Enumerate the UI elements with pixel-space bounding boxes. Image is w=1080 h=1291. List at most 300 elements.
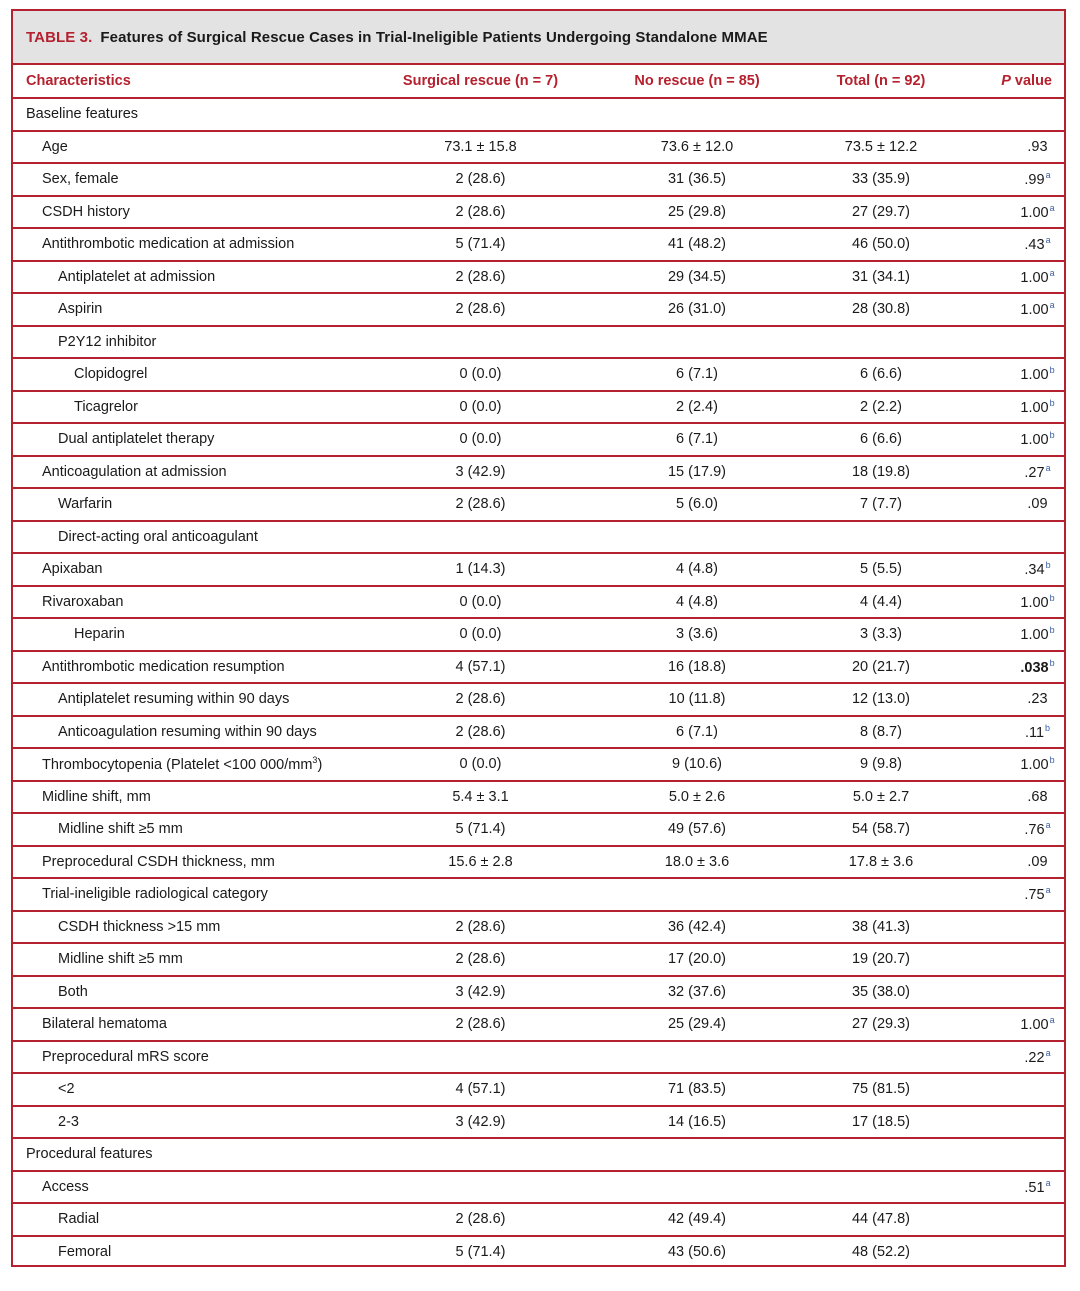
cell-p-value: [961, 618, 1064, 651]
row-label: [13, 293, 368, 326]
cell-total: [801, 878, 961, 911]
table-row: [13, 813, 1064, 846]
cell-surgical-rescue: 2 (28.6): [368, 1008, 593, 1041]
cell-surgical-rescue: 3 (42.9): [368, 456, 593, 489]
cell-total: 31 (34.1): [801, 261, 961, 294]
cell-total: 18 (19.8): [801, 456, 961, 489]
row-label-text: P2Y12 inhibitor: [58, 333, 157, 350]
cell-total: 2 (2.2): [801, 391, 961, 424]
cell-no-rescue: 29 (34.5): [593, 261, 801, 294]
table-caption: [13, 11, 1064, 65]
cell-no-rescue: 2 (2.4): [593, 391, 801, 424]
cell-no-rescue: [593, 1171, 801, 1204]
table-row: [13, 293, 1064, 326]
unit-superscript: 3: [312, 755, 318, 766]
cell-surgical-rescue: 0 (0.0): [368, 586, 593, 619]
row-label: [13, 488, 368, 521]
row-label-text: Femoral: [58, 1243, 112, 1260]
row-label-text: Baseline features: [26, 106, 139, 123]
header-p-value: [961, 65, 1064, 98]
row-label-text: <2: [58, 1081, 75, 1098]
table-row: [13, 521, 1064, 554]
header-row: [13, 65, 1064, 98]
cell-total: 7 (7.7): [801, 488, 961, 521]
row-label-text: Warfarin: [58, 496, 113, 513]
row-label-text: Antithrombotic medication at admission: [42, 236, 295, 253]
cell-surgical-rescue: 3 (42.9): [368, 1106, 593, 1139]
cell-p-value: [961, 748, 1064, 781]
row-label: [13, 813, 368, 846]
p-value-text: .038: [1020, 659, 1049, 676]
row-label: [13, 521, 368, 554]
p-value-text: .09: [1027, 496, 1048, 513]
cell-total: [801, 1138, 961, 1171]
row-label: [13, 456, 368, 489]
table-row: [13, 456, 1064, 489]
p-value-text: 1.00: [1020, 302, 1049, 319]
p-value-text: .34: [1024, 562, 1045, 579]
cell-surgical-rescue: 1 (14.3): [368, 553, 593, 586]
cell-p-value: [961, 943, 1064, 976]
cell-surgical-rescue: 3 (42.9): [368, 976, 593, 1009]
cell-no-rescue: 26 (31.0): [593, 293, 801, 326]
table-row: [13, 651, 1064, 684]
table-row: [13, 1106, 1064, 1139]
cell-no-rescue: 9 (10.6): [593, 748, 801, 781]
row-label: [13, 1041, 368, 1074]
cell-p-value: [961, 358, 1064, 391]
cell-total: 46 (50.0): [801, 228, 961, 261]
footnote-marker: b: [1049, 755, 1055, 766]
cell-no-rescue: 5.0 ± 2.6: [593, 781, 801, 814]
table-row: [13, 1041, 1064, 1074]
cell-no-rescue: 41 (48.2): [593, 228, 801, 261]
table-row: [13, 1203, 1064, 1236]
row-label-text: Sex, female: [42, 171, 119, 188]
cell-no-rescue: 3 (3.6): [593, 618, 801, 651]
cell-no-rescue: 43 (50.6): [667, 1243, 727, 1260]
table-title: Features of Surgical Rescue Cases in Trial-Ineligible Patients Undergoing Standalone MMAE: [100, 28, 768, 46]
cell-total: [801, 521, 961, 554]
cell-total: 27 (29.3): [801, 1008, 961, 1041]
cell-no-rescue: [593, 878, 801, 911]
cell-p-value: [961, 293, 1064, 326]
table-row: [13, 846, 1064, 879]
p-value-text: 1.00: [1020, 204, 1049, 221]
cell-surgical-rescue: 4 (57.1): [368, 651, 593, 684]
row-label: [13, 911, 368, 944]
cell-no-rescue: 36 (42.4): [593, 911, 801, 944]
row-label: [13, 748, 368, 781]
cell-total: 9 (9.8): [801, 748, 961, 781]
cell-total: 17 (18.5): [801, 1106, 961, 1139]
cell-surgical-rescue: 0 (0.0): [368, 391, 593, 424]
table-row: [13, 423, 1064, 456]
cell-surgical-rescue: 0 (0.0): [368, 423, 593, 456]
cell-surgical-rescue: [368, 521, 593, 554]
footnote-marker: b: [1049, 397, 1055, 408]
cell-p-value: [961, 196, 1064, 229]
p-value-text: .75: [1024, 887, 1045, 904]
cell-surgical-rescue: 5 (71.4): [455, 1243, 506, 1260]
cell-p-value: [961, 781, 1064, 814]
row-label: [13, 781, 368, 814]
table-row: [13, 683, 1064, 716]
cell-surgical-rescue: [368, 878, 593, 911]
table-row: [13, 618, 1064, 651]
footnote-marker: a: [1049, 1015, 1055, 1026]
row-label-text: Bilateral hematoma: [42, 1016, 167, 1033]
row-label: [13, 261, 368, 294]
cell-no-rescue: 32 (37.6): [593, 976, 801, 1009]
table-row: [13, 781, 1064, 814]
cell-no-rescue: 17 (20.0): [593, 943, 801, 976]
row-label: [13, 716, 368, 749]
row-label: [13, 943, 368, 976]
table-row: [13, 716, 1064, 749]
cell-no-rescue: 16 (18.8): [593, 651, 801, 684]
row-label-text: Trial-ineligible radiological category: [42, 886, 268, 903]
header-no-rescue: No rescue (n = 85): [593, 65, 801, 98]
row-label: [13, 423, 368, 456]
cell-p-value: [961, 1041, 1064, 1074]
cell-total: 75 (81.5): [801, 1073, 961, 1106]
cell-p-value: [961, 163, 1064, 196]
row-label-text: Preprocedural mRS score: [42, 1048, 209, 1065]
row-label-text: Age: [42, 138, 68, 155]
row-label-text: Midline shift ≥5 mm: [58, 821, 183, 838]
header-p-letter: P: [1001, 73, 1011, 89]
cell-surgical-rescue: 15.6 ± 2.8: [368, 846, 593, 879]
table-number: TABLE 3.: [26, 28, 93, 46]
cell-total: 38 (41.3): [801, 911, 961, 944]
cell-total: 4 (4.4): [801, 586, 961, 619]
row-label-text: Antithrombotic medication resumption: [42, 658, 285, 675]
cell-no-rescue: 6 (7.1): [593, 716, 801, 749]
cell-no-rescue: 18.0 ± 3.6: [593, 846, 801, 879]
cell-total: 12 (13.0): [801, 683, 961, 716]
p-value-text: 1.00: [1020, 367, 1049, 384]
row-label-text: Direct-acting oral anticoagulant: [58, 528, 258, 545]
footnote-marker: b: [1049, 365, 1055, 376]
footnote-marker: b: [1045, 722, 1051, 733]
p-value-text: .99: [1024, 172, 1045, 189]
cell-no-rescue: [593, 1138, 801, 1171]
cell-p-value: [961, 423, 1064, 456]
cell-p-value: [961, 1106, 1064, 1139]
cell-no-rescue: 5 (6.0): [593, 488, 801, 521]
cell-p-value: [961, 1138, 1064, 1171]
cell-no-rescue: 15 (17.9): [593, 456, 801, 489]
section-row: [13, 98, 1064, 131]
cell-p-value: [961, 553, 1064, 586]
cell-p-value: [961, 911, 1064, 944]
p-value-text: .43: [1024, 237, 1045, 254]
footnote-marker: a: [1049, 202, 1055, 213]
cell-p-value: [961, 813, 1064, 846]
cell-p-value: [961, 131, 1064, 164]
cell-surgical-rescue: 0 (0.0): [368, 358, 593, 391]
cell-total: 5.0 ± 2.7: [801, 781, 961, 814]
row-label: [13, 683, 368, 716]
p-value-text: 1.00: [1020, 757, 1049, 774]
row-label: [13, 618, 368, 651]
cell-p-value: [961, 261, 1064, 294]
cell-surgical-rescue: 0 (0.0): [368, 618, 593, 651]
cell-p-value: [961, 1008, 1064, 1041]
row-label: [13, 1171, 368, 1204]
cell-total: 54 (58.7): [801, 813, 961, 846]
cell-surgical-rescue: 2 (28.6): [368, 683, 593, 716]
cell-no-rescue: 6 (7.1): [593, 423, 801, 456]
row-label-text: Heparin: [74, 626, 125, 643]
cell-surgical-rescue: 2 (28.6): [368, 163, 593, 196]
row-label: [13, 846, 368, 879]
footnote-marker: b: [1049, 657, 1055, 668]
row-label: [13, 1106, 368, 1139]
cell-no-rescue: 14 (16.5): [593, 1106, 801, 1139]
footnote-marker: a: [1049, 300, 1055, 311]
row-label-text: Ticagrelor: [74, 398, 138, 415]
cell-no-rescue: [593, 1041, 801, 1074]
cell-p-value: [961, 488, 1064, 521]
header-total: Total (n = 92): [801, 65, 961, 98]
cell-no-rescue: 42 (49.4): [593, 1203, 801, 1236]
cell-surgical-rescue: 5.4 ± 3.1: [368, 781, 593, 814]
cell-no-rescue: 25 (29.8): [593, 196, 801, 229]
cell-total: 8 (8.7): [801, 716, 961, 749]
cell-total: [801, 1171, 961, 1204]
cell-no-rescue: 4 (4.8): [593, 586, 801, 619]
p-value-text: 1.00: [1020, 269, 1049, 286]
cell-p-value: [961, 878, 1064, 911]
footnote-marker: a: [1045, 462, 1051, 473]
header-characteristics: Characteristics: [13, 65, 368, 98]
cell-total: 17.8 ± 3.6: [801, 846, 961, 879]
cell-p-value: [961, 228, 1064, 261]
table-row: [13, 228, 1064, 261]
cell-surgical-rescue: 73.1 ± 15.8: [368, 131, 593, 164]
cell-p-value: [961, 391, 1064, 424]
p-value-text: .68: [1027, 788, 1048, 805]
cell-total: 6 (6.6): [801, 423, 961, 456]
row-label-text: Apixaban: [42, 561, 103, 578]
table-row: [13, 326, 1064, 359]
footnote-marker: b: [1049, 430, 1055, 441]
cell-no-rescue: 25 (29.4): [593, 1008, 801, 1041]
table-row: [13, 748, 1064, 781]
cell-total: 3 (3.3): [801, 618, 961, 651]
row-label: [13, 131, 368, 164]
cell-surgical-rescue: 5 (71.4): [368, 228, 593, 261]
row-label-text: Rivaroxaban: [42, 593, 124, 610]
cell-total: 44 (47.8): [801, 1203, 961, 1236]
cell-surgical-rescue: 0 (0.0): [368, 748, 593, 781]
cell-no-rescue: 6 (7.1): [593, 358, 801, 391]
cell-p-value: [961, 456, 1064, 489]
cell-surgical-rescue: [368, 1041, 593, 1074]
cell-p-value: [961, 1171, 1064, 1204]
cell-total: 48 (52.2): [851, 1243, 911, 1260]
cell-surgical-rescue: 2 (28.6): [368, 716, 593, 749]
row-label: [13, 1008, 368, 1041]
table-row: [13, 358, 1064, 391]
cell-no-rescue: [593, 326, 801, 359]
row-label-text: Aspirin: [58, 301, 103, 318]
table-row: [13, 391, 1064, 424]
cell-p-value: [961, 1203, 1064, 1236]
row-label-text: Midline shift, mm: [42, 788, 151, 805]
cell-no-rescue: [593, 98, 801, 131]
row-label: [13, 358, 368, 391]
p-value-text: 1.00: [1020, 627, 1049, 644]
footnote-marker: b: [1049, 625, 1055, 636]
cell-p-value: [961, 846, 1064, 879]
p-value-text: 1.00: [1020, 594, 1049, 611]
cell-total: 33 (35.9): [801, 163, 961, 196]
section-row: [13, 1138, 1064, 1171]
cell-total: 5 (5.5): [801, 553, 961, 586]
row-label-tail: ): [317, 757, 323, 774]
table-row: [13, 1236, 1064, 1268]
row-label: [13, 163, 368, 196]
cell-surgical-rescue: [368, 98, 593, 131]
p-value-text: .11: [1024, 724, 1045, 741]
cell-surgical-rescue: 2 (28.6): [368, 1203, 593, 1236]
section-label: [13, 98, 368, 131]
row-label-text: Anticoagulation resuming within 90 days: [58, 723, 317, 740]
row-label: [13, 586, 368, 619]
footnote-marker: a: [1045, 170, 1051, 181]
cell-surgical-rescue: 2 (28.6): [368, 293, 593, 326]
row-label: [13, 976, 368, 1009]
row-label: [13, 553, 368, 586]
table-row: [13, 163, 1064, 196]
cell-surgical-rescue: 4 (57.1): [368, 1073, 593, 1106]
cell-total: [801, 98, 961, 131]
row-label-text: Procedural features: [26, 1146, 153, 1163]
footnote-marker: a: [1045, 885, 1051, 896]
row-label: [13, 1236, 368, 1268]
cell-no-rescue: 4 (4.8): [593, 553, 801, 586]
cell-no-rescue: 31 (36.5): [593, 163, 801, 196]
cell-p-value: [961, 683, 1064, 716]
p-value-text: .23: [1027, 691, 1048, 708]
cell-p-value: [961, 1073, 1064, 1106]
row-label: [13, 228, 368, 261]
cell-surgical-rescue: 2 (28.6): [368, 943, 593, 976]
p-value-text: .76: [1024, 822, 1045, 839]
footnote-marker: a: [1045, 1177, 1051, 1188]
cell-p-value: [961, 326, 1064, 359]
table-row: [13, 196, 1064, 229]
p-value-text: 1.00: [1020, 432, 1049, 449]
row-label-text: Radial: [58, 1211, 100, 1228]
table-header: [13, 65, 1064, 98]
cell-p-value: [961, 716, 1064, 749]
cell-total: 6 (6.6): [801, 358, 961, 391]
cell-p-value: [961, 651, 1064, 684]
footnote-marker: a: [1049, 267, 1055, 278]
cell-surgical-rescue: 2 (28.6): [368, 911, 593, 944]
cell-p-value: [961, 521, 1064, 554]
cell-surgical-rescue: [368, 326, 593, 359]
cell-no-rescue: 71 (83.5): [593, 1073, 801, 1106]
row-label-text: Antiplatelet at admission: [58, 268, 216, 285]
row-label-text: Anticoagulation at admission: [42, 463, 227, 480]
row-label: [13, 391, 368, 424]
row-label-text: Thrombocytopenia (Platelet <100 000/mm: [42, 757, 313, 774]
cell-surgical-rescue: 2 (28.6): [368, 196, 593, 229]
row-label-text: Access: [42, 1178, 89, 1195]
table-row: [13, 488, 1064, 521]
cell-total: 19 (20.7): [801, 943, 961, 976]
data-table: [13, 65, 1064, 1267]
table-row: [13, 1008, 1064, 1041]
table-row: [13, 943, 1064, 976]
cell-p-value: [961, 976, 1064, 1009]
section-label: [13, 1138, 368, 1171]
table-row: [13, 586, 1064, 619]
cell-total: 35 (38.0): [801, 976, 961, 1009]
row-label-text: Clopidogrel: [74, 366, 148, 383]
cell-total: 73.5 ± 12.2: [801, 131, 961, 164]
row-label-text: Midline shift ≥5 mm: [58, 951, 183, 968]
table-row: [13, 878, 1064, 911]
cell-total: [801, 326, 961, 359]
cell-surgical-rescue: 2 (28.6): [368, 488, 593, 521]
footnote-marker: a: [1045, 820, 1051, 831]
cell-surgical-rescue: [368, 1138, 593, 1171]
footnote-marker: b: [1049, 592, 1055, 603]
cell-no-rescue: 49 (57.6): [593, 813, 801, 846]
table-row: [13, 1073, 1064, 1106]
table-row: [13, 1171, 1064, 1204]
row-label: [13, 1073, 368, 1106]
footnote-marker: b: [1045, 560, 1051, 571]
table-row: [13, 131, 1064, 164]
cell-surgical-rescue: 5 (71.4): [368, 813, 593, 846]
row-label-text: Both: [58, 983, 88, 1000]
row-label: [13, 1203, 368, 1236]
cell-p-value: [961, 586, 1064, 619]
p-value-text: .27: [1024, 464, 1045, 481]
row-label-text: Preprocedural CSDH thickness, mm: [42, 853, 275, 870]
p-value-text: 1.00: [1020, 1017, 1049, 1034]
p-value-text: .22: [1024, 1049, 1045, 1066]
cell-total: [801, 1041, 961, 1074]
table-frame: [11, 9, 1066, 1267]
cell-p-value: [961, 98, 1064, 131]
p-value-text: .51: [1024, 1179, 1045, 1196]
row-label: [13, 878, 368, 911]
cell-no-rescue: 73.6 ± 12.0: [593, 131, 801, 164]
header-p-suffix: value: [1010, 73, 1052, 89]
table-row: [13, 553, 1064, 586]
row-label-text: Antiplatelet resuming within 90 days: [58, 691, 290, 708]
cell-total: 27 (29.7): [801, 196, 961, 229]
p-value-text: .09: [1027, 853, 1048, 870]
row-label-text: CSDH history: [42, 203, 130, 220]
row-label-text: CSDH thickness >15 mm: [58, 918, 221, 935]
table-row: [13, 261, 1064, 294]
footnote-marker: a: [1045, 1047, 1051, 1058]
table-row: [13, 976, 1064, 1009]
row-label-text: 2-3: [58, 1113, 79, 1130]
cell-total: 20 (21.7): [801, 651, 961, 684]
row-label-text: Dual antiplatelet therapy: [58, 431, 215, 448]
footnote-marker: a: [1045, 235, 1051, 246]
